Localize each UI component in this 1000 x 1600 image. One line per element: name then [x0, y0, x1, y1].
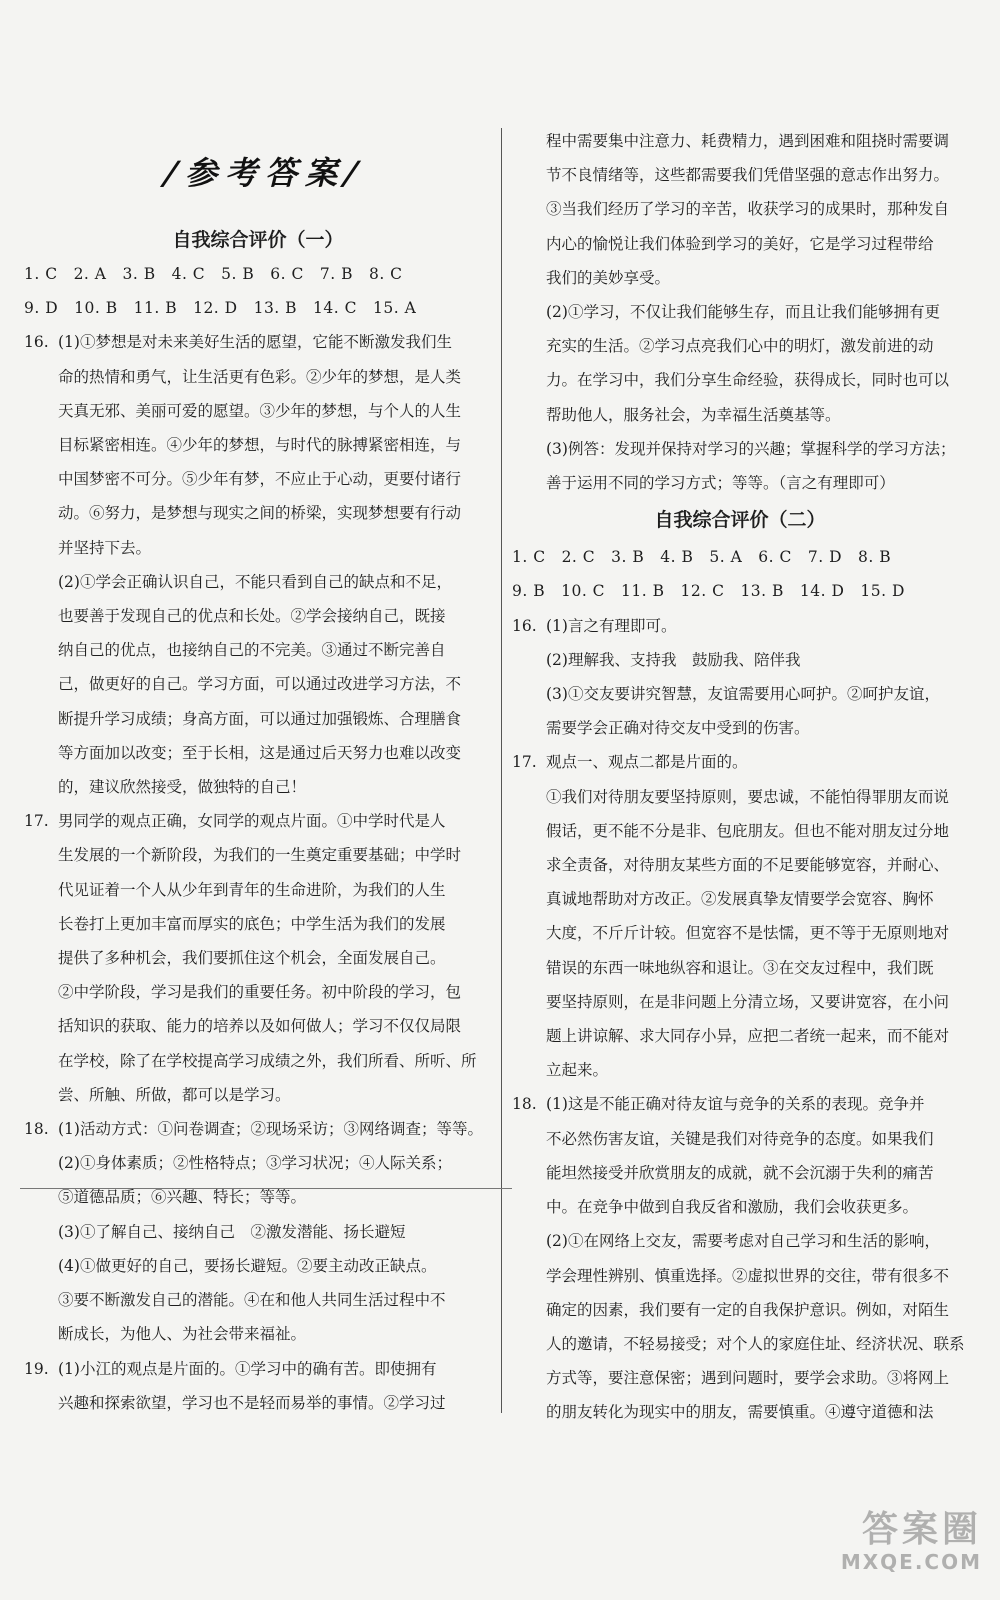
answer-line: (1)言之有理即可。 [546, 616, 677, 635]
answer-line: (1)①梦想是对未来美好生活的愿望，它能不断激发我们生 [58, 333, 452, 352]
title-left-slash: / [158, 154, 192, 192]
section-title-1: 自我综合评价（一） [172, 229, 344, 251]
answer-line: 生发展的一个新阶段，为我们的一生奠定重要基础；中学时 [58, 846, 462, 865]
answer-line: 目标紧密相连。④少年的梦想，与时代的脉搏紧密相连，与 [58, 436, 462, 455]
answer-line: 程中需要集中注意力、耗费精力，遇到困难和阻挠时需要调 [546, 132, 950, 150]
answer-line: (3)①交友要讲究智慧，友谊需要用心呵护。②呵护友谊， [546, 685, 940, 704]
answer-line: 错误的东西一味地纵容和退让。③在交友过程中，我们既 [546, 958, 934, 977]
answer-line: (1)这是不能正确对待友谊与竞争的关系的表现。竞争并 [546, 1095, 925, 1114]
question-16 [24, 325, 492, 359]
answer-line: (2)理解我、支持我 鼓励我、陪伴我 [546, 650, 801, 669]
answer-line: 人的邀请，不轻易接受；对个人的家庭住址、经济状况、联系 [546, 1334, 965, 1353]
answer-line: 求全责备，对待朋友某些方面的不足要能够宽容，并耐心、 [546, 856, 950, 875]
answer-line: 并坚持下去。 [58, 538, 152, 557]
left-column [24, 257, 492, 1420]
question-number: 19. [24, 1359, 49, 1378]
answer-line: 长卷打上更加丰富而厚实的底色；中学生活为我们的发展 [58, 914, 446, 933]
answer-line: 立起来。 [546, 1061, 609, 1080]
answer-line: 括知识的获取、能力的培养以及如何做人；学习不仅仅局限 [58, 1017, 462, 1036]
mc-answers-line-1: 1. C 2. A 3. B 4. C 5. B 6. C 7. B 8. C [24, 265, 403, 283]
answer-line: ②中学阶段，学习是我们的重要任务。初中阶段的学习，包 [58, 983, 462, 1002]
answer-line: 真诚地帮助对方改正。②发展真挚友情要学会宽容、胸怀 [546, 890, 934, 909]
answer-line: 己，做更好的自己。学习方面，可以通过改进学习方法，不 [58, 675, 462, 694]
mc-answers-line-2: 9. D 10. B 11. B 12. D 13. B 14. C 15. A [24, 299, 417, 318]
answer-line: 方式等，要注意保密；遇到问题时，要学会求助。③将网上 [546, 1369, 950, 1388]
answer-line: 能坦然接受并欣赏朋友的成就，就不会沉溺于失利的痛苦 [546, 1163, 934, 1182]
answer-line: 中国梦密不可分。⑤少年有梦，不应止于心动，更要付诸行 [58, 470, 462, 489]
answer-line: 观点一、观点二都是片面的。 [546, 753, 748, 772]
right-column [512, 124, 968, 1430]
answer-line: 在学校，除了在学校提高学习成绩之外，我们所看、所听、所 [58, 1051, 477, 1070]
watermark-bottom: MXQE.COM [840, 1550, 982, 1574]
section-title-2: 自我综合评价（二） [654, 509, 826, 532]
answer-line: (2)①学会正确认识自己，不能只看到自己的缺点和不足， [58, 572, 452, 591]
answer-line: 动。⑥努力，是梦想与现实之间的桥梁，实现梦想要有行动 [58, 504, 462, 523]
answer-line: 的朋友转化为现实中的朋友，需要慎重。④遵守道德和法 [546, 1403, 934, 1422]
answer-line: 确定的因素，我们要有一定的自我保护意识。例如，对陌生 [546, 1300, 950, 1319]
answer-line: 也要善于发现自己的优点和长处。②学会接纳自己，既接 [58, 607, 446, 626]
answer-line: 要坚持原则，在是非问题上分清立场，又要讲宽容，在小问 [546, 992, 950, 1011]
answer-line: (3)例答：发现并保持对学习的兴趣；掌握科学的学习方法； [546, 439, 956, 458]
answer-line: 节不良情绪等，这些都需要我们凭借坚强的意志作出努力。 [546, 166, 950, 185]
question-number: 16. [512, 616, 537, 635]
answer-line: 需要学会正确对待交友中受到的伤害。 [546, 719, 810, 738]
answer-line: 学会理性辨别、慎重选择。②虚拟世界的交往，带有很多不 [546, 1266, 950, 1285]
question-number: 17. [512, 753, 537, 772]
answer-line: 帮助他人，服务社会，为幸福生活奠基等。 [546, 405, 841, 424]
answer-line: (2)①身体素质；②性格特点；③学习状况；④人际关系； [58, 1154, 452, 1173]
answer-line: 力。在学习中，我们分享生命经验，获得成长，同时也可以 [546, 371, 950, 390]
question-number: 16. [24, 333, 49, 352]
watermark-logo [802, 1510, 982, 1580]
answer-line: 的，建议欣然接受，做独特的自己！ [58, 778, 307, 797]
answer-line: 我们的美妙享受。 [546, 268, 671, 287]
answer-line: 题上讲谅解、求大同存小异，应把二者统一起来，而不能对 [546, 1027, 950, 1046]
answer-line: 充实的生活。②学习点亮我们心中的明灯，激发前进的动 [546, 337, 934, 356]
column-divider [501, 128, 502, 1413]
answer-line: 断成长，为他人、为社会带来福祉。 [58, 1325, 307, 1344]
answer-line: ①我们对待朋友要坚持原则，要忠诚，不能怕得罪朋友而说 [546, 787, 950, 806]
answer-line: (1)小江的观点是片面的。①学习中的确有苦。即使拥有 [58, 1359, 437, 1378]
answer-line: ③要不断激发自己的潜能。④在和他人共同生活过程中不 [58, 1291, 446, 1310]
answer-line: 善于运用不同的学习方式；等等。（言之有理即可） [546, 474, 895, 493]
question-17 [512, 745, 968, 779]
title-text: 参考答案 [184, 154, 345, 192]
answer-line: (2)①在网络上交友，需要考虑对自己学习和生活的影响， [546, 1232, 940, 1251]
answer-line: 断提升学习成绩；身高方面，可以通过加强锻炼、合理膳食 [58, 709, 462, 728]
question-number: 18. [512, 1095, 537, 1114]
question-17 [24, 804, 492, 838]
answer-line: 男同学的观点正确，女同学的观点片面。①中学时代是人 [58, 812, 446, 831]
page-title [150, 150, 380, 196]
answer-line: 中。在竞争中做到自我反省和激励，我们会收获更多。 [546, 1198, 919, 1217]
answer-line: 代见证着一个人从少年到青年的生命进阶，为我们的人生 [58, 880, 446, 899]
mc-answers-line-1: 1. C 2. C 3. B 4. B 5. A 6. C 7. D 8. B [512, 548, 892, 567]
question-19 [24, 1352, 492, 1386]
answer-line: 提供了多种机会，我们要抓住这个机会，全面发展自己。 [58, 949, 446, 968]
answer-line: (1)活动方式：①问卷调查；②现场采访；③网络调查；等等。 [58, 1120, 483, 1139]
answer-line: (3)①了解自己、接纳自己 ②激发潜能、扬长避短 [58, 1222, 406, 1241]
mc-answers-line-2: 9. B 10. C 11. B 12. C 13. B 14. D 15. D [512, 582, 905, 601]
answer-line: 天真无邪、美丽可爱的愿望。③少年的梦想，与个人的人生 [58, 401, 462, 420]
title-right-slash: / [338, 154, 372, 192]
answer-line: (4)①做更好的自己，要扬长避短。②要主动改正缺点。 [58, 1256, 437, 1275]
answer-line: 内心的愉悦让我们体验到学习的美好，它是学习过程带给 [546, 234, 934, 253]
watermark-top: 答案圈 [861, 1509, 982, 1550]
answer-line: (2)①学习，不仅让我们能够生存，而且让我们能够拥有更 [546, 303, 940, 322]
answer-line: 大度，不斤斤计较。但宽容不是怯懦，更不等于无原则地对 [546, 924, 950, 943]
answer-line: 尝、所触、所做，都可以是学习。 [58, 1085, 291, 1104]
question-16 [512, 609, 968, 643]
answer-line: ③当我们经历了学习的辛苦，收获学习的成果时，那种发自 [546, 200, 950, 219]
answer-line: 兴趣和探索欲望，学习也不是轻而易举的事情。②学习过 [58, 1393, 446, 1412]
answer-line: 命的热情和勇气，让生活更有色彩。②少年的梦想，是人类 [58, 367, 462, 386]
question-number: 18. [24, 1120, 49, 1139]
answer-line: 不必然伤害友谊，关键是我们对待竞争的态度。如果我们 [546, 1129, 934, 1148]
question-number: 17. [24, 812, 49, 831]
question-18 [24, 1112, 492, 1146]
answer-line: 等方面加以改变；至于长相，这是通过后天努力也难以改变 [58, 743, 462, 762]
answer-line: 纳自己的优点，也接纳自己的不完美。③通过不断完善自 [58, 641, 446, 660]
answer-line: 假话，更不能不分是非、包庇朋友。但也不能对朋友过分地 [546, 821, 950, 840]
question-18 [512, 1087, 968, 1121]
answer-line: ⑤道德品质；⑥兴趣、特长；等等。 [58, 1188, 307, 1207]
